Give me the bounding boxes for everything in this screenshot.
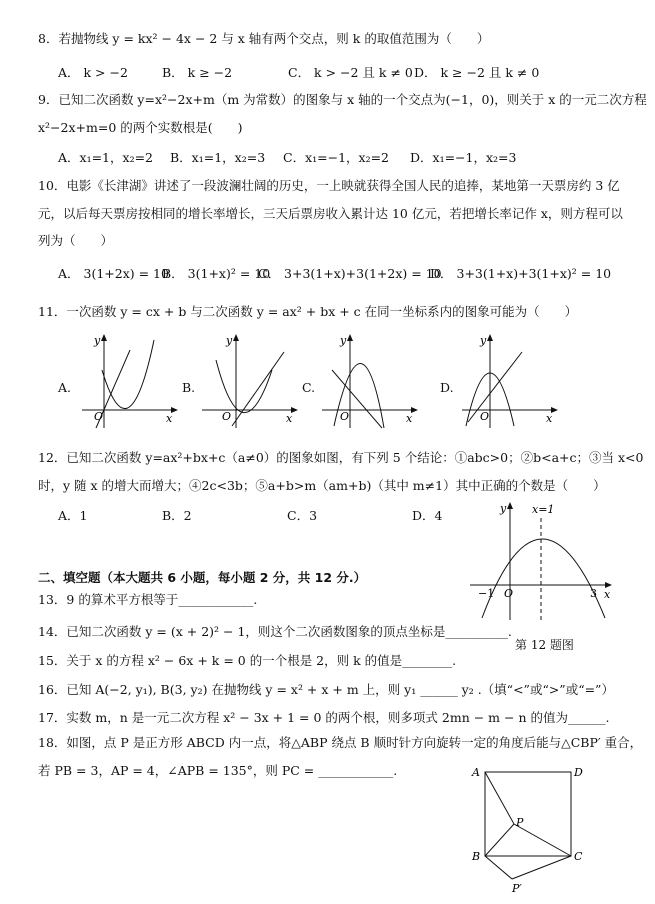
q12-y-label: y [500, 502, 507, 515]
q10-option-d: D． 3+3(1+x)+3(1+x)² = 10 [430, 266, 612, 281]
q12-x-label: x [604, 588, 611, 601]
q11-a-origin: O [94, 410, 104, 423]
q18-label-d: D [574, 766, 583, 779]
q18-label-c: C [574, 850, 583, 863]
q12-stem-line2: 时，y 随 x 的增大而增大；④2c<3b；⑤a+b>m（am+b)（其中 m≠1）其中正确的个数是（ ） [38, 478, 606, 493]
q9-option-a: A．x₁=1，x₂=2 [58, 150, 154, 165]
q12-tick-3: 3 [590, 587, 597, 600]
q8-option-d: D． k ≥ −2 且 k ≠ 0 [414, 65, 540, 80]
q11-graph-a-label: A. [58, 380, 72, 395]
q11-d-x-label: x [546, 412, 553, 425]
q8-option-b: B． k ≥ −2 [162, 65, 233, 80]
q11-graph-b [202, 330, 302, 430]
q11-d-y-label: y [480, 334, 487, 347]
q11-graph-d [462, 330, 562, 430]
q11-graph-c-label: C. [302, 380, 316, 395]
q11-graph-d-label: D. [440, 380, 454, 395]
q11-stem: 11．一次函数 y = cx + b 与二次函数 y = ax² + bx + c 在同一坐标系内的图象可能为（ ） [38, 304, 578, 319]
q10-option-a: A． 3(1+2x) = 10 [58, 266, 169, 281]
section-2-title: 二、填空题（本大题共 6 小题，每小题 2 分，共 12 分.） [38, 570, 367, 585]
q9-stem-line2: x²−2x+m=0 的两个实数根是( ) [38, 120, 243, 135]
q11-graph-c [322, 330, 422, 430]
q11-b-y-label: y [226, 334, 233, 347]
q9-option-b: B．x₁=1，x₂=3 [170, 150, 266, 165]
q12-stem-line1: 12．已知二次函数 y=ax²+bx+c（a≠0）的图象如图，有下列 5 个结论：①abc>0；②b<a+c；③当 x<0 [38, 450, 644, 465]
q16: 16．已知 A(−2, y₁), B(3, y₂) 在抛物线 y = x² + x + m 上，则 y₁ ______ y₂ .（填“<”或“>”或“=”） [38, 682, 614, 697]
q11-c-y-label: y [340, 334, 347, 347]
q18-label-p: P [516, 816, 524, 829]
q18-stem-line2: 若 PB = 3，AP = 4，∠APB = 135°，则 PC = ____________. [38, 763, 398, 778]
q12-option-d: D．4 [412, 508, 443, 523]
q8-option-a: A． k > −2 [58, 65, 128, 80]
q18-label-p-prime: P′ [512, 882, 522, 895]
q10-stem-line2: 元，以后每天票房按相同的增长率增长，三天后票房收入累计达 10 亿元，若把增长率记作 x，则方程可以 [38, 206, 623, 221]
q10-option-b: B． 3(1+x)² = 10 [162, 266, 271, 281]
q12-origin: O [504, 587, 514, 600]
q9-option-d: D．x₁=−1，x₂=3 [410, 150, 517, 165]
q11-graph-a [82, 330, 182, 430]
q18-stem-line1: 18．如图，点 P 是正方形 ABCD 内一点，将△ABP 绕点 B 顺时针方向旋转一定的角度后能与△CBP′ 重合， [38, 735, 643, 750]
q15: 15．关于 x 的方程 x² − 6x + k = 0 的一个根是 2，则 k 的值是________. [38, 653, 457, 668]
q10-stem-line1: 10．电影《长津湖》讲述了一段波澜壮阔的历史，一上映就获得全国人民的追捧，某地第一天票房约 3 亿 [38, 178, 620, 193]
q12-tick-neg1: −1 [478, 587, 495, 600]
q11-b-origin: O [222, 410, 232, 423]
q13: 13．9 的算术平方根等于____________. [38, 592, 258, 607]
q18-figure [468, 760, 598, 900]
q11-a-y-label: y [94, 334, 101, 347]
q14: 14．已知二次函数 y = (x + 2)² − 1，则这个二次函数图象的顶点坐标是__________. [38, 624, 512, 639]
q8-stem: 8．若抛物线 y = kx² − 4x − 2 与 x 轴有两个交点，则 k 的取值范围为（ ） [38, 31, 490, 46]
q11-graph-b-label: B. [182, 380, 196, 395]
q12-option-c: C．3 [287, 508, 318, 523]
q11-b-x-label: x [286, 412, 293, 425]
q12-figure [470, 500, 620, 635]
q18-label-b: B [472, 850, 481, 863]
q10-stem-line3: 列为（ ） [38, 233, 114, 248]
q18-label-a: A [472, 766, 480, 779]
q10-option-c: C． 3+3(1+x)+3(1+2x) = 10 [258, 266, 442, 281]
q8-option-c: C． k > −2 且 k ≠ 0 [288, 65, 413, 80]
q11-d-origin: O [480, 410, 490, 423]
q12-symmetry-label: x=1 [532, 503, 555, 516]
q11-c-origin: O [340, 410, 350, 423]
q11-c-x-label: x [406, 412, 413, 425]
q12-caption: 第 12 题图 [515, 638, 574, 652]
q9-stem-line1: 9．已知二次函数 y=x²−2x+m（m 为常数）的图象与 x 轴的一个交点为(−1，0)，则关于 x 的一元二次方程 [38, 92, 647, 107]
q11-a-x-label: x [166, 412, 173, 425]
q12-option-b: B．2 [162, 508, 192, 523]
q17: 17．实数 m，n 是一元二次方程 x² − 3x + 1 = 0 的两个根，则多项式 2mn − m − n 的值为______. [38, 710, 610, 725]
q12-option-a: A．1 [58, 508, 88, 523]
q9-option-c: C．x₁=−1，x₂=2 [283, 150, 390, 165]
